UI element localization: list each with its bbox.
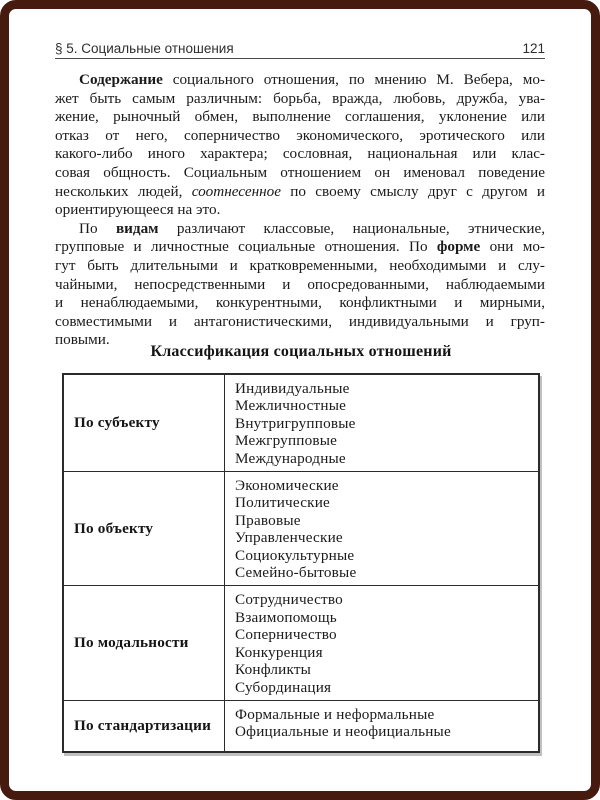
row-label: По модальности [74, 634, 189, 652]
value-line: Социокультурные [235, 546, 355, 564]
text-segment: жение, рыночный обмен, выполнение соглашения, уклонение или [55, 108, 545, 126]
value-line: Сотрудничество [235, 591, 343, 609]
value-line: Субординация [235, 678, 332, 696]
value-line: Экономические [235, 477, 339, 495]
text-line [55, 71, 545, 90]
text-segment: жет быть самым различным: борьба, вражда, любовь, дружба, ува- [55, 89, 545, 107]
table-row [64, 585, 538, 699]
row-label: По стандартизации [74, 716, 212, 734]
text-segment: они мо- [480, 238, 545, 256]
value-line: Индивидуальные [235, 380, 350, 397]
value-line: Межличностные [235, 397, 347, 415]
row-values-cell [225, 472, 538, 585]
page-number: 121 [522, 41, 545, 56]
row-values-cell [225, 701, 538, 751]
value-line: Правовые [235, 511, 301, 529]
text-segment: отказ от него, соперничество экономического, эротического или [55, 126, 545, 144]
text-block [55, 71, 545, 350]
text-segment: форме [436, 238, 481, 256]
text-segment: какого-либо иного характера; сословная, национальная или клас- [55, 145, 545, 163]
text-segment: и ненаблюдаемыми, конкурентными, конфликтными и мирными, [55, 294, 545, 312]
value-line: Внутригрупповые [235, 414, 356, 432]
text-segment: различают классовые, национальные, этнические, [158, 219, 545, 237]
text-segment: совместимыми и антагонистическими, индивидуальными и груп- [55, 312, 545, 330]
text-segment: соотнесенное [191, 182, 281, 200]
value-line: Семейно-бытовые [235, 564, 357, 582]
text-line [55, 257, 545, 276]
section-title: § 5. Социальные отношения [55, 41, 234, 56]
table-title: Классификация социальных отношений [150, 343, 452, 360]
row-label-cell [64, 701, 225, 751]
row-label: По субъекту [74, 414, 160, 432]
text-line [55, 313, 545, 332]
value-line: Конфликты [235, 661, 312, 679]
text-line [55, 183, 545, 202]
row-values-cell [225, 586, 538, 699]
text-line [55, 201, 545, 220]
text-segment: по своему смыслу друг с другом и [281, 182, 545, 200]
value-line: Политические [235, 494, 330, 512]
table-row [64, 375, 538, 471]
text-segment: повыми. [55, 331, 110, 349]
row-values-cell [225, 375, 538, 471]
text-line [55, 276, 545, 295]
value-line: Формальные и неформальные [235, 705, 435, 723]
value-line: Межгрупповые [235, 432, 338, 450]
classification-table [62, 373, 540, 753]
text-line [55, 108, 545, 127]
text-line [55, 238, 545, 257]
table-row [64, 471, 538, 585]
running-header [55, 37, 545, 59]
text-line [55, 145, 545, 164]
text-line [55, 294, 545, 313]
text-line [55, 127, 545, 146]
text-segment: гут быть длительными и кратковременными, необходимыми и слу- [55, 256, 545, 274]
value-line: Управленческие [235, 529, 343, 547]
value-line: Взаимопомощь [235, 608, 337, 626]
text-segment: Содержание [79, 71, 163, 88]
text-segment: совая общность. Социальным отношением он именовал поведение [55, 163, 545, 181]
text-line [55, 90, 545, 109]
text-segment: видам [115, 219, 159, 237]
value-line: Соперничество [235, 626, 337, 644]
value-line: Конкуренция [235, 643, 323, 661]
text-line [55, 220, 545, 239]
row-label-cell [64, 472, 225, 585]
text-segment: групповые и личностные социальные отношения. По [55, 238, 437, 256]
row-label-cell [64, 375, 225, 471]
text-line [55, 164, 545, 183]
text-segment: социального отношения, по мнению М. Вебера, мо- [162, 71, 545, 88]
table-row [64, 700, 538, 751]
row-label-cell [64, 586, 225, 699]
row-label: По объекту [74, 519, 154, 537]
text-segment: нескольких людей, [55, 182, 192, 200]
value-line: Международные [235, 449, 346, 467]
text-segment: чайными, непосредственными и опосредованными, наблюдаемыми [55, 275, 545, 293]
text-segment: По [79, 219, 116, 237]
value-line: Официальные и неофициальные [235, 723, 451, 741]
text-segment: ориентирующееся на это. [55, 201, 221, 219]
